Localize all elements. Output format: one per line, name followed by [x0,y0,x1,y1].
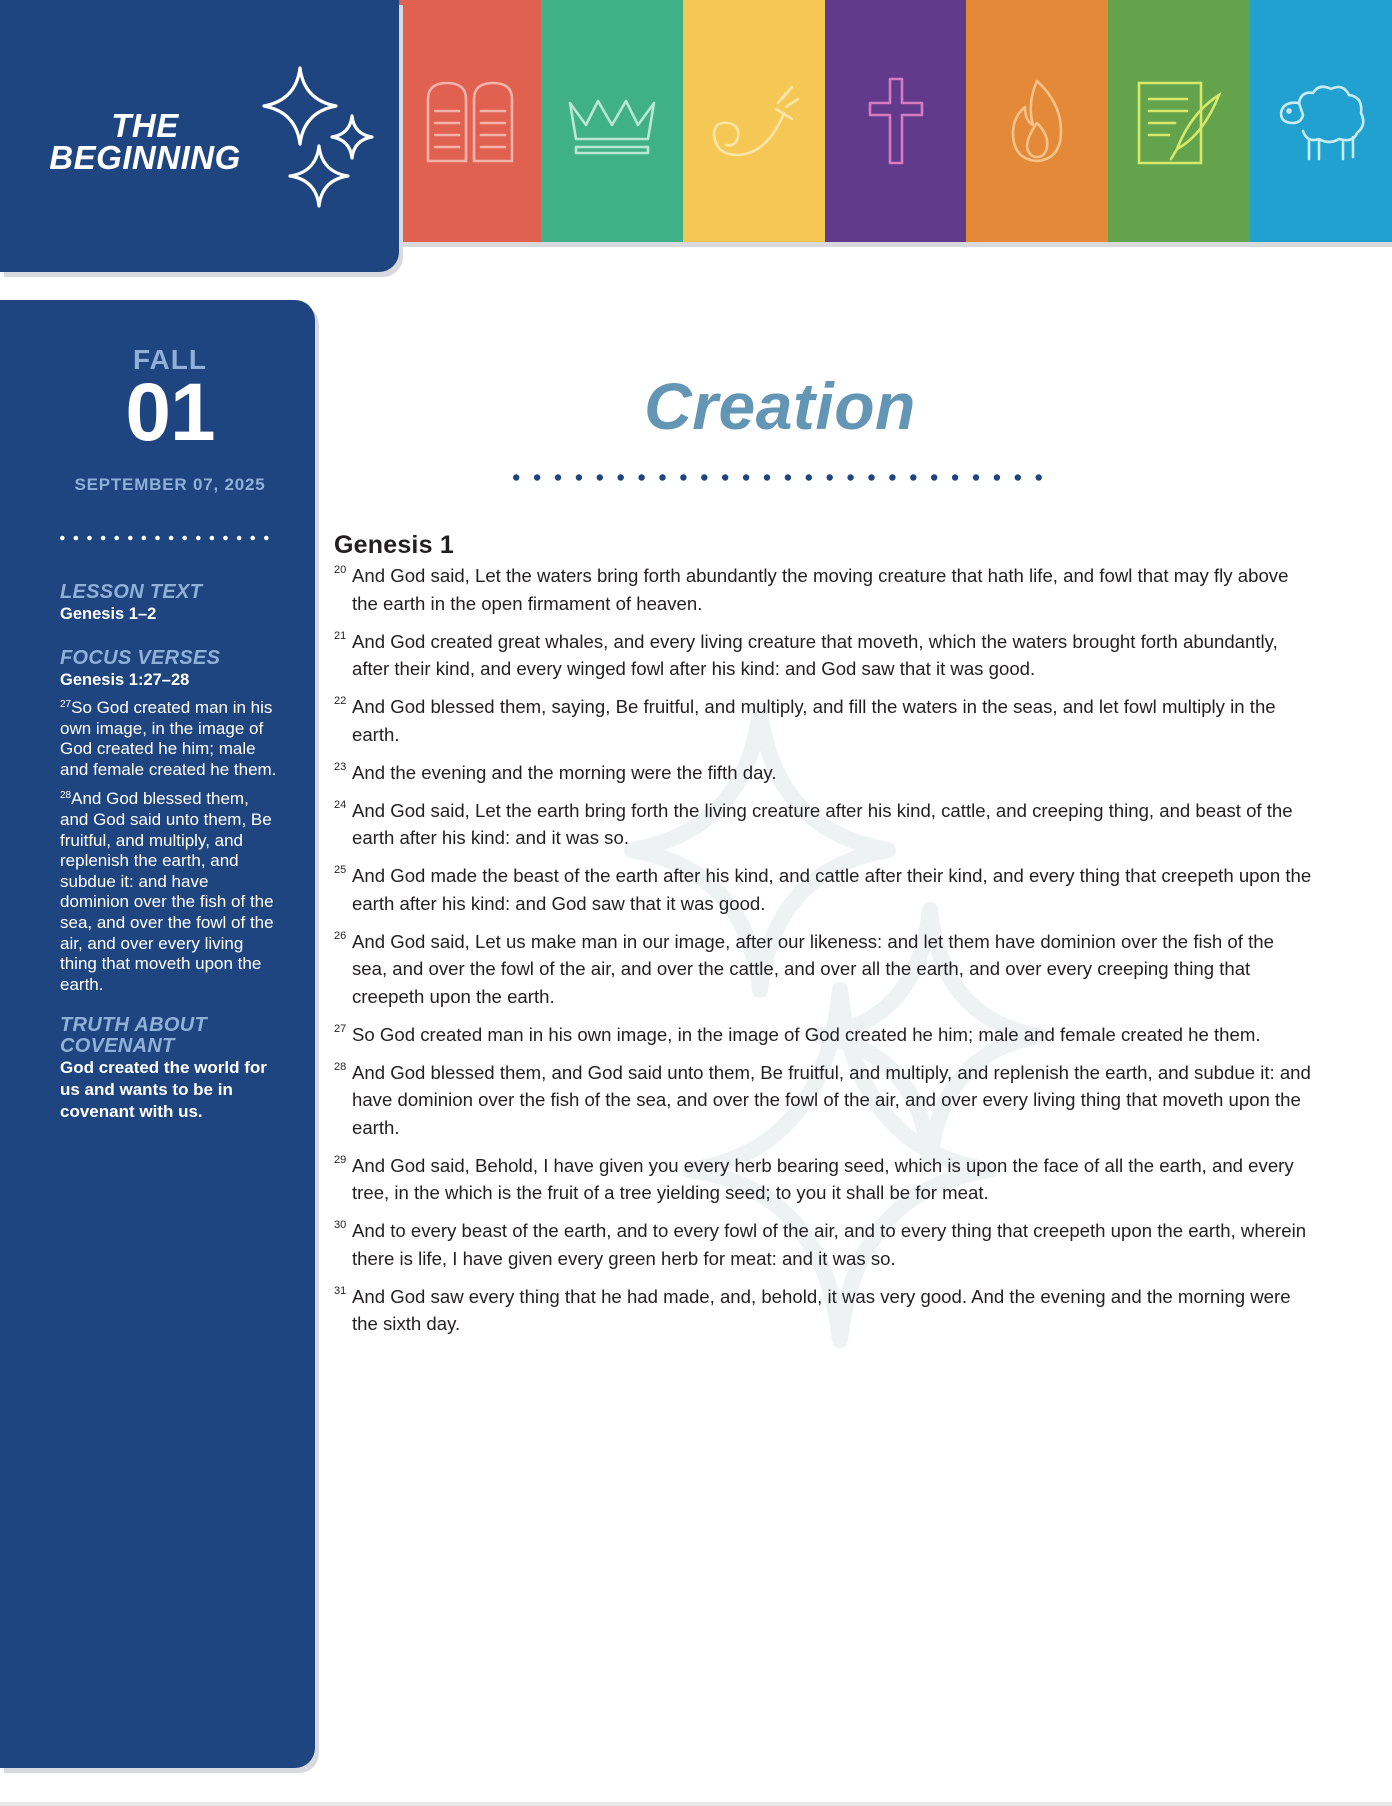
divider-dot [169,536,174,541]
divider-dot [74,536,79,541]
verse [334,1021,1314,1049]
verse [334,759,1314,787]
focus-verse-number: 28 [60,790,72,802]
crown-icon [564,73,660,169]
verse [334,1152,1314,1207]
verse-number: 21 [334,629,347,642]
verse-text: And God blessed them, and God said unto them, Be fruitful, and multiply, and replenish the earth, and subdue it: and have dominion over the fish of the sea, and over the fowl of the air, and over every living thing that moveth upon the earth. [352,1061,1311,1138]
stripe-crown [541,0,683,242]
stripe-scroll [1108,0,1250,242]
divider-dot [952,474,958,480]
divider-dot [182,536,187,541]
divider-dot [743,474,749,480]
verse-text: And the evening and the morning were the fifth day. [352,761,777,783]
scripture-passage [334,530,1314,1348]
truth-heading: TRUTH ABOUT COVENANT [60,1014,207,1058]
focus-verse [60,786,280,995]
verse-text: And God said, Behold, I have given you every herb bearing seed, which is upon the face of all the earth, and every tree, in the which is the fruit of a tree yielding seed; to you it shall be for meat. [352,1154,1294,1203]
divider-dot [237,536,242,541]
divider-dot [638,474,644,480]
divider-dot [210,536,215,541]
verse-text: And God said, Let us make man in our image, after our likeness: and let them have dominion over the fish of the sea, and over the fowl of the air, and over the cattle, and over all the earth, and over every creeping thing that creepeth upon the earth. [352,930,1274,1007]
verse [334,628,1314,683]
stripe-tablets [399,0,541,242]
horn-icon [706,73,802,169]
lesson-text-reference: Genesis 1–2 [60,605,157,623]
divider-dot [827,474,833,480]
divider-dot [806,474,812,480]
divider-dot [910,474,916,480]
focus-verse-number: 27 [60,699,72,710]
truth-about-covenant [60,1015,280,1123]
divider-dot [101,536,106,541]
series-title-line2: BEGINNING [49,139,241,176]
divider-dot [223,536,228,541]
verse-text: And God made the beast of the earth after his kind, and cattle after their kind, and every thing that creepeth upon the earth after his kind: and God saw that it was good. [352,865,1312,914]
divider-dot [155,536,160,541]
divider-dot [513,474,519,480]
divider-dot [87,536,92,541]
divider-dot [785,474,791,480]
season-label: FALL [133,344,207,375]
stripe-horn [683,0,825,242]
theme-stripes [399,0,1392,242]
verse-text: So God created man in his own image, in the image of God created he him; male and female created he them. [352,1023,1261,1045]
verse [334,693,1314,748]
divider-dot [1036,474,1042,480]
verse [334,862,1314,917]
divider-dot [142,536,147,541]
verse-number: 25 [334,864,347,876]
divider-dot [114,536,119,541]
scroll-quill-icon [1131,73,1227,169]
focus-verses-reference: Genesis 1:27–28 [60,671,190,689]
divider-dot [576,474,582,480]
divider-dot [1015,474,1021,480]
divider-dot [250,536,255,541]
sidebar-dotted-divider [60,529,275,537]
divider-dot [868,474,874,480]
stripe-cross [825,0,967,242]
divider-dot [264,536,269,541]
divider-dot [534,474,540,480]
divider-dot [847,474,853,480]
verse-number: 26 [334,929,347,942]
verse-number: 30 [334,1219,347,1231]
tablets-icon [422,73,518,169]
sparkles-icon [255,62,385,212]
divider-dot [701,474,707,480]
verse-number: 29 [334,1153,347,1166]
divider-dot [722,474,728,480]
divider-dot [60,536,65,541]
verse-text: And God said, Let the earth bring forth the living creature after his kind, cattle, and creeping thing, and beast of the earth after his kind: and it was so. [352,799,1293,848]
verse-number: 23 [334,760,347,773]
divider-dot [128,536,133,541]
verse [334,1283,1314,1338]
verse-number: 22 [334,695,347,707]
divider-dot [618,474,624,480]
verse-number: 28 [334,1060,347,1073]
truth-statement: God created the world for us and wants to be in covenant with us. [60,1058,267,1122]
verse-text: And God created great whales, and every living creature that moveth, which the waters brought forth abundantly, after their kind, and every winged fowl after his kind: and God saw that it was good. [352,630,1278,679]
stripe-sheep [1250,0,1392,242]
series-title-line1: THE [111,107,179,144]
verse-text: And God saw every thing that he had made, and, behold, it was very good. And the evening and the morning were the sixth day. [352,1285,1291,1334]
verse-text: And God said, Let the waters bring forth abundantly the moving creature that hath life, and fowl that may fly above the earth in the open firmament of heaven. [352,565,1289,614]
flame-icon [989,73,1085,169]
verse [334,928,1314,1011]
divider-dot [555,474,561,480]
lesson-sidebar [0,300,315,1768]
verse [334,797,1314,852]
divider-dot [764,474,770,480]
divider-dot [889,474,895,480]
chapter-heading: Genesis 1 [334,531,454,559]
divider-dot [931,474,937,480]
title-dotted-divider [513,469,1043,478]
verse-number: 27 [334,1022,347,1035]
verse-number: 24 [334,798,347,811]
focus-verses-heading: FOCUS VERSES [60,647,221,669]
divider-dot [196,536,201,541]
verse-text: And God blessed them, saying, Be fruitful, and multiply, and fill the waters in the seas, and let fowl multiply in the earth. [352,696,1276,745]
stripe-flame [966,0,1108,242]
focus-verse-text: So God created man in his own image, in the image of God created he him; male and female created he them. [60,698,277,779]
lesson-text-heading: LESSON TEXT [60,581,203,603]
verse [334,1059,1314,1142]
lesson-title: Creation [644,369,916,443]
focus-verse [60,695,280,780]
verse-text: And to every beast of the earth, and to every fowl of the air, and to every thing that creepeth upon the earth, wherein there is life, I have given every green herb for meat: and it was so. [352,1220,1307,1269]
series-title [40,107,250,176]
verse-number: 20 [334,564,347,576]
series-banner [0,0,399,272]
verse [334,562,1314,617]
sheep-icon [1273,73,1369,169]
verse-number: 31 [334,1284,347,1297]
lesson-number: 01 [125,367,215,458]
divider-dot [659,474,665,480]
divider-dot [994,474,1000,480]
lesson-date: SEPTEMBER 07, 2025 [74,475,266,494]
cross-icon [848,73,944,169]
page-bottom-rule [0,1802,1392,1806]
divider-dot [680,474,686,480]
divider-dot [597,474,603,480]
verse [334,1217,1314,1272]
focus-verse-text: And God blessed them, and God said unto them, Be fruitful, and multiply, and replenish the earth, and subdue it: and have dominion over the fish of the sea, and over the fowl of the air, and over every living thing that moveth upon the earth. [60,789,274,994]
divider-dot [973,474,979,480]
